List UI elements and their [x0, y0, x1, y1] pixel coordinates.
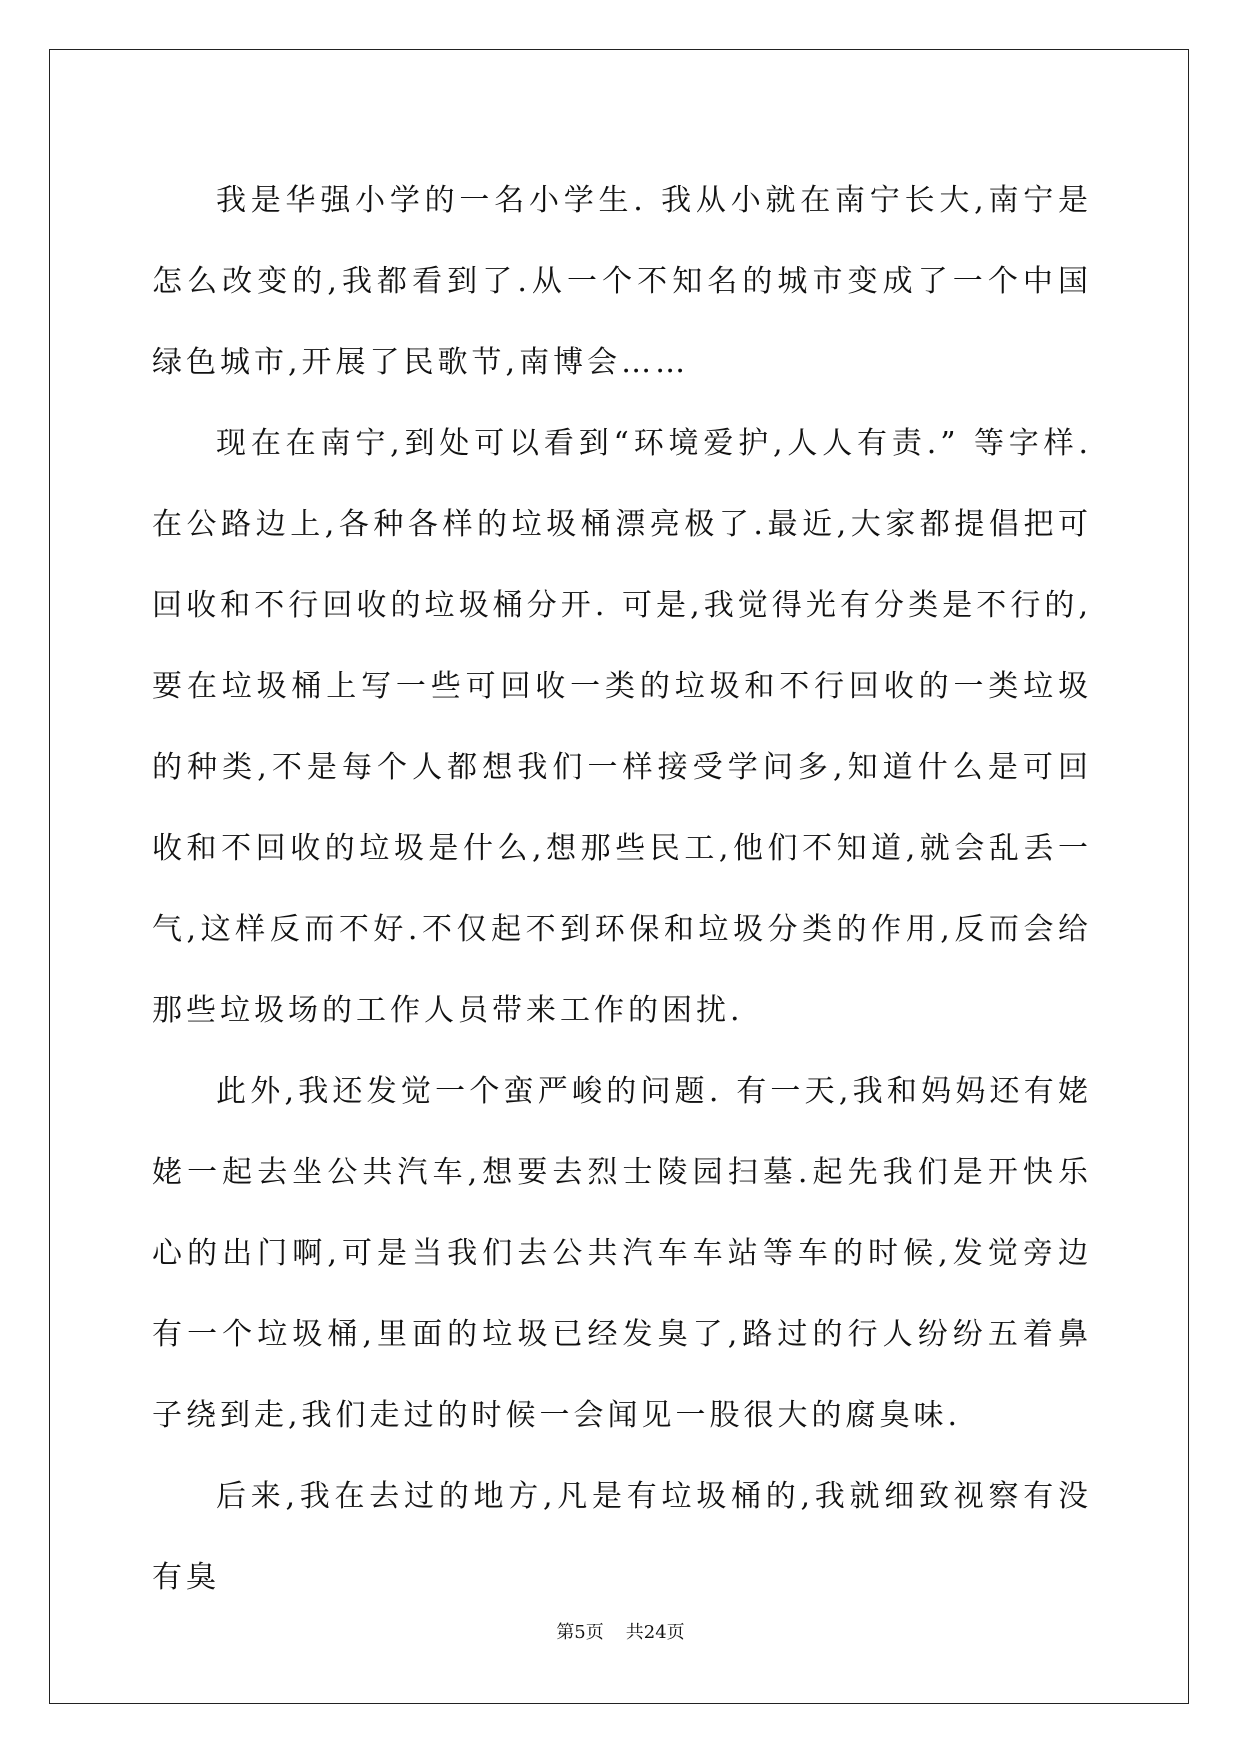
page-footer	[0, 1618, 1241, 1644]
paragraph: 后来,我在去过的地方,凡是有垃圾桶的,我就细致视察有没有臭	[152, 1479, 1092, 1595]
page-total: 共24页	[625, 1622, 685, 1643]
paragraph: 此外,我还发觉一个蛮严峻的问题. 有一天,我和妈妈还有姥姥一起去坐公共汽车,想要去烈士陵园扫墓.起先我们是开快乐心的出门啊,可是当我们去公共汽车车站等车的时候,发觉旁边有一个垃圾桶,里面的垃圾已经发臭了,路过的行人纷纷五着鼻子绕到走,我们走过的时候一会闻见一股很大的腐臭味.	[152, 1074, 1092, 1433]
page-number: 第5页	[556, 1622, 604, 1643]
document-body	[152, 160, 1092, 1618]
paragraph: 我是华强小学的一名小学生. 我从小就在南宁长大,南宁是怎么改变的,我都看到了.从一个不知名的城市变成了一个中国绿色城市,开展了民歌节,南博会……	[152, 183, 1092, 380]
paragraph: 现在在南宁,到处可以看到“环境爱护,人人有责.” 等字样.在公路边上,各种各样的垃圾桶漂亮极了.最近,大家都提倡把可回收和不行回收的垃圾桶分开. 可是,我觉得光有分类是不行的,要在垃圾桶上写一些可回收一类的垃圾和不行回收的一类垃圾的种类,不是每个人都想我们一样接受学问多,知道什么是可回收和不回收的垃圾是什么,想那些民工,他们不知道,就会乱丢一气,这样反而不好.不仅起不到环保和垃圾分类的作用,反而会给那些垃圾场的工作人员带来工作的困扰.	[152, 426, 1092, 1028]
